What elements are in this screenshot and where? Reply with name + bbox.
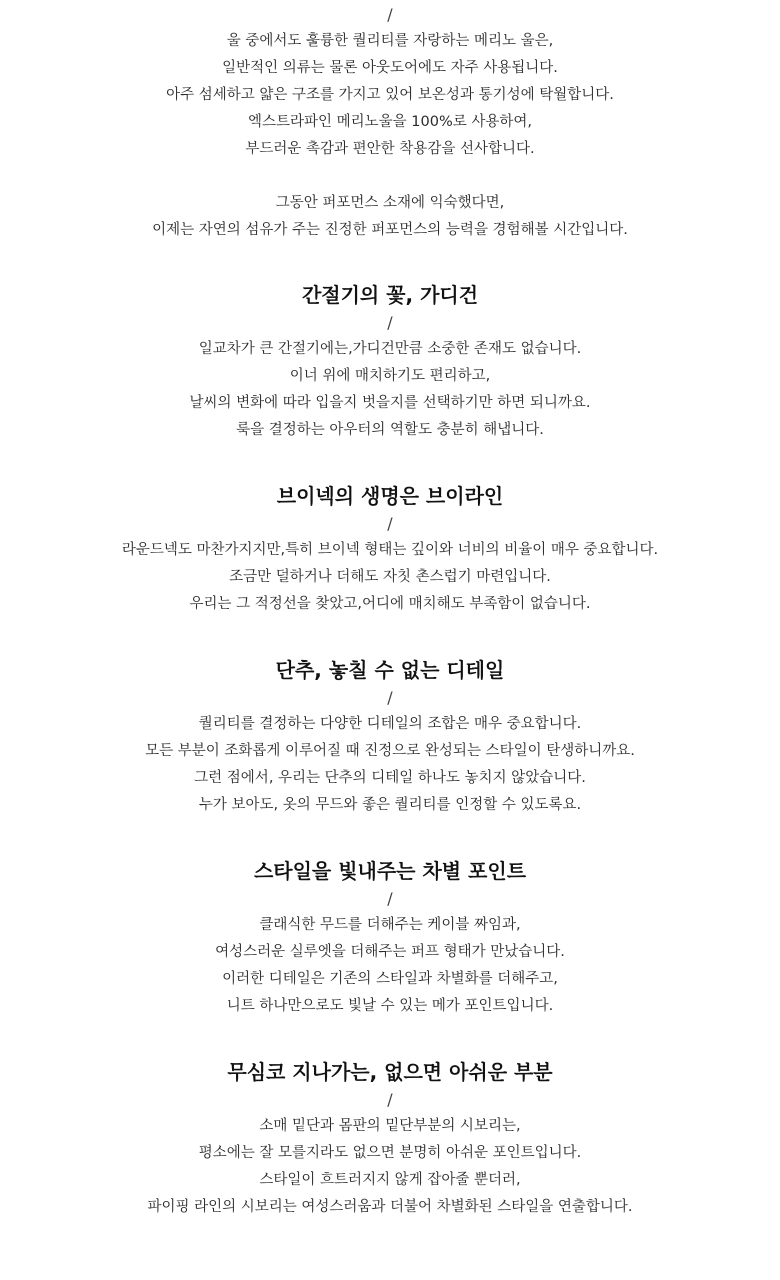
section-line: 우리는 그 적정선을 찾았고,어디에 매치해도 부족함이 없습니다. [189,596,591,612]
section-line: 룩을 결정하는 아우터의 역할도 충분히 해냅니다. [236,422,544,438]
intro-line: 일반적인 의류는 물론 아웃도어에도 자주 사용됩니다. [222,60,558,76]
section-title: 스타일을 빛내주는 차별 포인트 [253,859,527,883]
section-title: 브이넥의 생명은 브이라인 [276,484,504,508]
divider-slash: / [387,889,393,908]
intro-line: 이제는 자연의 섬유가 주는 진정한 퍼포먼스의 능력을 경험해볼 시간입니다. [152,222,628,238]
section-line: 니트 하나만으로도 빛날 수 있는 메가 포인트입니다. [226,998,554,1014]
divider-slash: / [387,514,393,533]
divider-slash: / [387,688,393,707]
section-line: 이너 위에 매치하기도 편리하고, [289,368,491,384]
section-line: 클래식한 무드를 더해주는 케이블 짜임과, [259,917,521,933]
divider-slash: / [387,5,393,24]
section-line: 이러한 디테일은 기존의 스타일과 차별화를 더해주고, [222,971,558,987]
section-line: 누가 보아도, 옷의 무드와 좋은 퀄리티를 인정할 수 있도록요. [198,797,582,813]
section-line: 스타일이 흐트러지지 않게 잡아줄 뿐더러, [259,1172,521,1188]
paragraph-gap [0,163,780,190]
section-line: 라운드넥도 마찬가지지만,특히 브이넥 형태는 깊이와 너비의 비율이 매우 중요합니다. [121,542,659,558]
intro-line: 아주 섬세하고 얇은 구조를 가지고 있어 보온성과 통기성에 탁월합니다. [166,87,614,103]
section-ribbing [0,1057,780,1221]
section-points [0,856,780,1020]
section-line: 여성스러운 실루엣을 더해주는 퍼프 형태가 만났습니다. [215,944,565,960]
section-line: 일교차가 큰 간절기에는,가디건만큼 소중한 존재도 없습니다. [198,341,582,357]
section-line: 날씨의 변화에 따라 입을지 벗을지를 선택하기만 하면 되니까요. [189,395,591,411]
section-buttons [0,655,780,819]
section-line: 평소에는 잘 모를지라도 없으면 분명히 아쉬운 포인트입니다. [198,1145,582,1161]
intro-block [0,0,780,244]
intro-line: 그동안 퍼포먼스 소재에 익숙했다면, [275,195,505,211]
section-line: 모든 부분이 조화롭게 이루어질 때 진정으로 완성되는 스타일이 탄생하니까요. [145,743,635,759]
section-title: 단추, 놓칠 수 없는 디테일 [275,658,505,682]
section-title: 간절기의 꽃, 가디건 [301,283,479,307]
section-cardigan [0,280,780,444]
section-line: 파이핑 라인의 시보리는 여성스러움과 더불어 차별화된 스타일을 연출합니다. [147,1199,633,1215]
section-line: 그런 점에서, 우리는 단추의 디테일 하나도 놓치지 않았습니다. [194,770,586,786]
section-line: 퀄리티를 결정하는 다양한 디테일의 조합은 매우 중요합니다. [198,716,582,732]
section-line: 조금만 덜하거나 더해도 자칫 촌스럽기 마련입니다. [229,569,551,585]
intro-line: 부드러운 촉감과 편안한 착용감을 선사합니다. [245,141,535,157]
intro-line: 엑스트라파인 메리노울을 100%로 사용하여, [247,114,532,130]
divider-slash: / [387,313,393,332]
section-title: 무심코 지나가는, 없으면 아쉬운 부분 [227,1060,553,1084]
section-line: 소매 밑단과 몸판의 밑단부분의 시보리는, [259,1118,521,1134]
intro-line: 울 중에서도 훌륭한 퀄리티를 자랑하는 메리노 울은, [226,33,554,49]
divider-slash: / [387,1090,393,1109]
section-vneck [0,481,780,618]
